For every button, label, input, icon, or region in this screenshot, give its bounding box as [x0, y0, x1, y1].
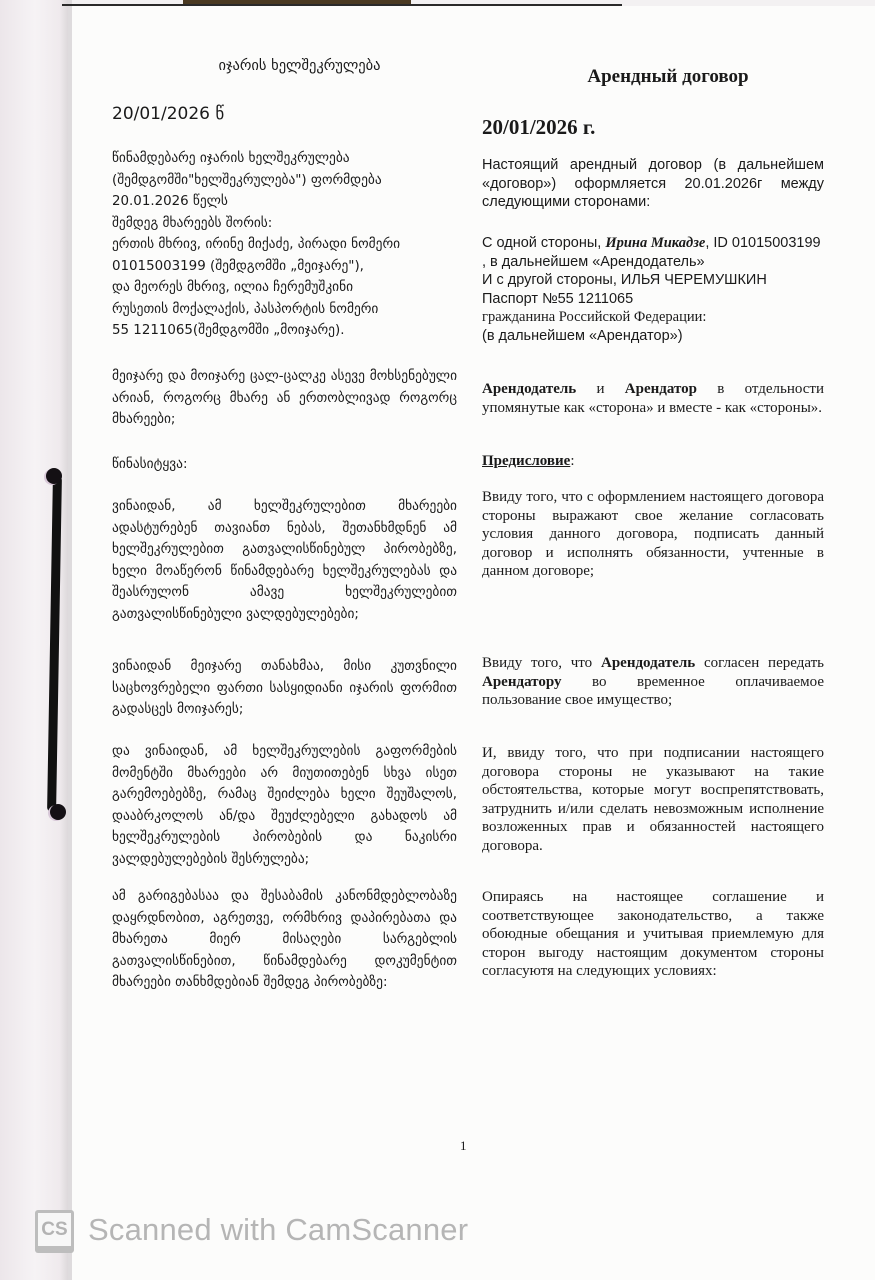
- georgian-intro-line: 55 1211065(შემდგომში „მოიჯარე).: [112, 323, 345, 338]
- georgian-paragraph-2: ვინაიდან მეიჯარე თანახმაა, მისი კუთვნილი საცხოვრებელი ფართი სასყიდიანი იჯარის ფორმით გადასცეს მოიჯარეს;: [112, 659, 457, 717]
- russian-title: Арендный договор: [587, 66, 749, 87]
- russian-column: [482, 66, 824, 979]
- russian-parties-note: [482, 380, 824, 417]
- georgian-intro-line: შემდეგ მხარეებს შორის:: [112, 215, 273, 231]
- party1-prefix: С одной стороны,: [482, 235, 606, 251]
- georgian-column: [112, 56, 457, 990]
- binding-knot-top: [46, 468, 62, 484]
- binding-knot-bottom: [50, 804, 66, 820]
- party2-role: (в дальнейшем «Арендатор»): [482, 327, 683, 344]
- top-page-edge: [62, 4, 622, 6]
- georgian-intro-line: და მეორეს მხრივ, ილია ჩერემუშკინი: [112, 280, 354, 295]
- camscanner-text: Scanned with CamScanner: [88, 1211, 469, 1247]
- russian-preamble-heading: [482, 452, 824, 471]
- georgian-intro-line: წინამდებარე იჯარის ხელშეკრულება: [112, 151, 350, 166]
- georgian-date: 20/01/2026 წ: [112, 104, 225, 124]
- russian-date: 20/01/2026 г.: [482, 115, 596, 139]
- georgian-paragraph-3: და ვინაიდან, ამ ხელშეკრულების გაფორმების მომენტში მხარეები არ მიუთითებენ სხვა ისეთ გარემოებებზე, რამაც შეიძლება ხელი შეუშალოს, დააბრკოლოს ან/და შეუძლებელი გახადოს ამ ხელშეკრულების პირობების და ნაკისრი ვალდებულებების შესრულება;: [112, 744, 457, 867]
- georgian-intro-line: (შემდგომში"ხელშეკრულება") ფორმდება: [112, 172, 382, 188]
- russian-paragraph-3: И, ввиду того, что при подписании настоящего договора стороны не указывают на такие обстоятельства, которые могут воспрепятствовать, затруднить и/или сделать невозможным исполнение возложенных прав и обязанностей настоящего договора.: [482, 745, 824, 854]
- party1-role: , в дальнейшем «Арендодатель»: [482, 253, 705, 270]
- party1-name: Ирина Микадзе: [605, 235, 706, 251]
- georgian-paragraph-1: ვინაიდან, ამ ხელშეკრულებით მხარეები ადასტურებენ თავიანთ ნებას, შეთანხმდნენ ამ ხელშეკრულებით გათვალისწინებულ პირობებზე, ხელი მოაწერონ წინამდებარე ხელშეკრულებას და შეასრულონ ამავე ხელშეკრულებით გათვალისწინებული ვალდებულებები;: [112, 499, 457, 622]
- russian-paragraph-2: [482, 654, 824, 710]
- preamble-heading-text: Предисловие: [482, 453, 571, 469]
- note-tenant: Арендатор: [624, 381, 697, 397]
- party2-line: И с другой стороны, ИЛЬЯ ЧЕРЕМУШКИН: [482, 272, 767, 288]
- russian-intro: Настоящий арендный договор (в дальнейшем «договор») оформляется 20.01.2026г между следующими сторонами:: [482, 157, 824, 210]
- georgian-intro-line: 20.01.2026 წელს: [112, 194, 228, 209]
- camscanner-logo-icon: CS: [35, 1210, 74, 1249]
- page-number: 1: [460, 1138, 467, 1153]
- georgian-parties-note: მეიჯარე და მოიჯარე ცალ-ცალკე ასევე მოხსენებული არიან, როგორც მხარე ან ერთობლივად როგორც მხარეები;: [112, 369, 457, 427]
- georgian-paragraph-4: ამ გარიგებასაა და შესაბამის კანონმდებლობაზე დაყრდნობით, აგრეთვე, ორმხრივ დაპირებათა და მხარეთა მიერ მისაღები სარგებლის გათვალისწინებით, წინამდებარე დოკუმენტით მხარეები თანხმდებიან შემდეგ პირობებზე:: [112, 889, 457, 990]
- georgian-intro-line: ერთის მხრივ, ირინე მიქაძე, პირადი ნომერი: [112, 237, 401, 252]
- georgian-preamble-heading: წინასიტყვა:: [112, 457, 188, 472]
- russian-party-1: [482, 234, 824, 253]
- party1-id: , ID 01015003199: [705, 235, 821, 251]
- binding-cord: [46, 468, 60, 820]
- russian-paragraph-4: Опираясь на настоящее соглашение и соответствующее законодательство, а также обоюдные обещания и учитывая приемлемую для сторон выгоду настоящим документом стороны согласуютя на следующих условиях:: [482, 889, 824, 979]
- p2-text-b: согласен передать: [695, 655, 824, 671]
- russian-parties: [482, 234, 824, 345]
- party2-citizenship: гражданина Российской Федерации:: [482, 309, 707, 325]
- georgian-intro-line: რუსეთის მოქალაქის, პასპორტის ნომერი: [112, 301, 379, 317]
- georgian-intro: [112, 148, 457, 342]
- p2-tenant: Арендатору: [482, 673, 562, 690]
- preamble-colon: :: [570, 453, 575, 469]
- party2-passport: Паспорт №55 1211065: [482, 290, 634, 307]
- georgian-intro-line: 01015003199 (შემდგომში „მეიჯარე"),: [112, 258, 364, 274]
- p2-text-c: во временное оплачиваемое пользование свое имущество;: [482, 673, 824, 708]
- georgian-title: იჯარის ხელშეკრულება: [218, 58, 381, 74]
- note-landlord: Арендодатель: [482, 381, 577, 397]
- camscanner-watermark: [35, 1210, 468, 1249]
- russian-paragraph-1: Ввиду того, что с оформлением настоящего договора стороны выражают свое желание согласовать условия данного договора, подписать данный договор и исполнять обязанности, учтенные в данном договоре;: [482, 489, 824, 579]
- p2-text-a: Ввиду того, что: [482, 655, 601, 671]
- p2-landlord: Арендодатель: [600, 655, 696, 671]
- note-rest: в отдельности упомянутые как «сторона» и вместе - как «стороны».: [482, 381, 824, 416]
- binding-cord-strand: [47, 476, 62, 812]
- note-and: и: [576, 381, 625, 397]
